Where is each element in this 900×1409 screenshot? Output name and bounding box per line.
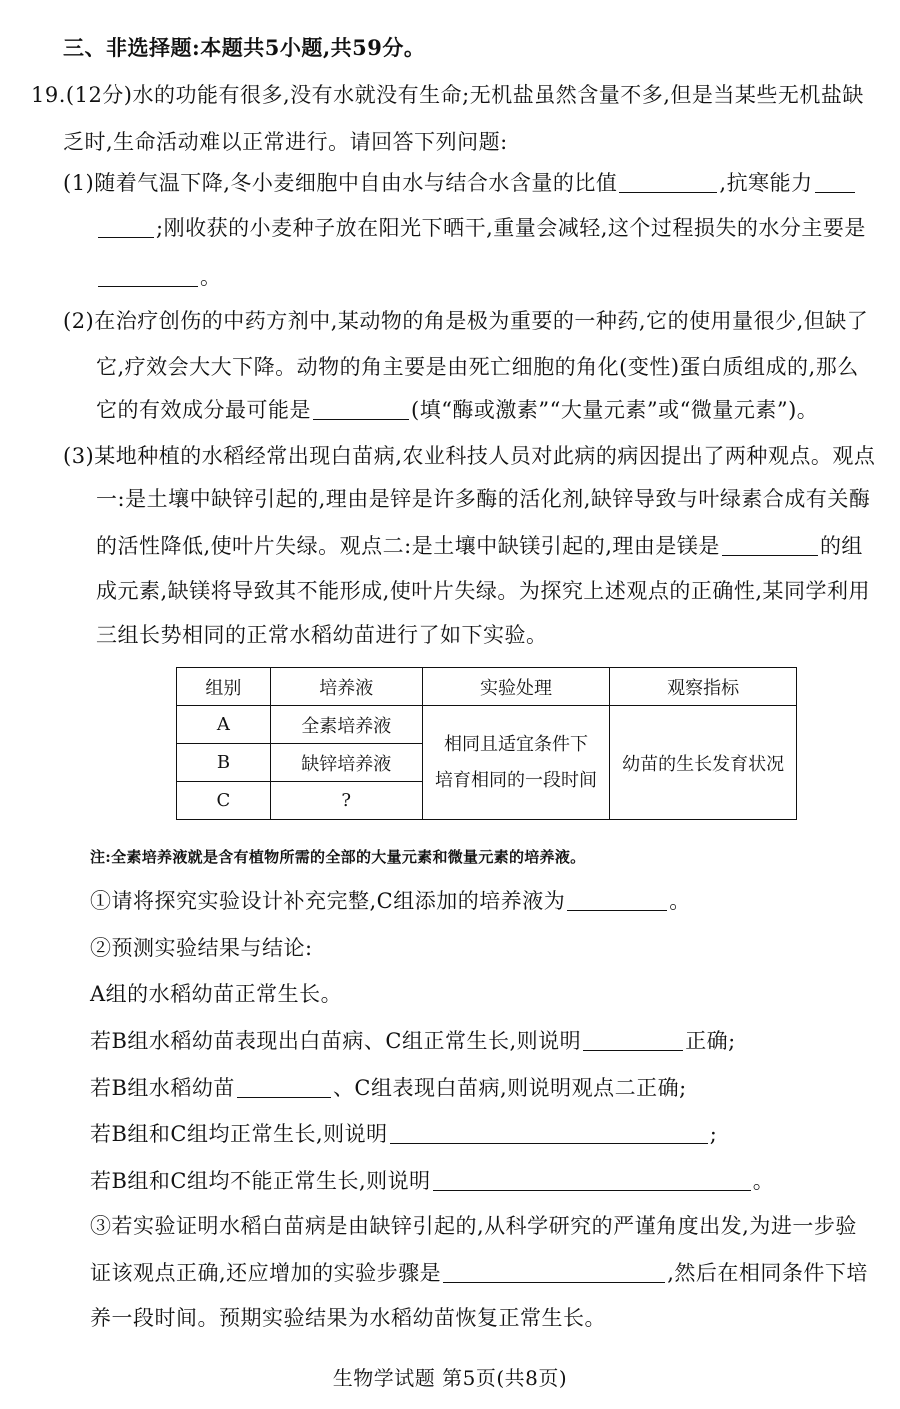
- q19-part2-line3: [96, 395, 818, 425]
- sub2-result-d: [90, 1119, 717, 1149]
- sub2-result-a: A组的水稻幼苗正常生长。: [90, 982, 343, 1006]
- sub2-text: ;: [709, 1122, 718, 1146]
- sub2-text: 若B组水稻幼苗表现出白苗病、C组正常生长,则说明: [90, 1029, 582, 1053]
- table-cell-medium: ?: [270, 782, 422, 820]
- page-footer: 生物学试题 第5页(共8页): [332, 1366, 568, 1390]
- sub3-line1: ③若实验证明水稻白苗病是由缺锌引起的,从科学研究的严谨角度出发,为进一步验: [90, 1214, 857, 1238]
- table-header-cell: 观察指标: [610, 668, 797, 706]
- q19-part3-line2: 一:是土壤中缺锌引起的,理由是锌是许多酶的活化剂,缺锌导致与叶绿素合成有关酶: [96, 487, 871, 511]
- q19-part3-line1: (3)某地种植的水稻经常出现白苗病,农业科技人员对此病的病因提出了两种观点。观点: [63, 444, 876, 468]
- answer-blank[interactable]: [433, 1168, 751, 1191]
- q19-part1-line1: [63, 168, 857, 198]
- treatment-line: 培育相同的一段时间: [434, 769, 597, 791]
- sub3-text: 证该观点正确,还应增加的实验步骤是: [90, 1261, 442, 1285]
- q19-part3-text: 的组: [819, 534, 863, 558]
- sub1-text: 。: [669, 889, 691, 913]
- table-cell-medium: 缺锌培养液: [270, 744, 422, 782]
- table-header-cell: 实验处理: [422, 668, 610, 706]
- sub3-line2: [90, 1258, 868, 1288]
- treatment-line: 相同且适宜条件下: [443, 733, 588, 755]
- answer-blank[interactable]: [313, 397, 409, 420]
- answer-blank[interactable]: [98, 215, 154, 238]
- table-cell-medium: 全素培养液: [270, 706, 422, 744]
- table-cell-indicator: 幼苗的生长发育状况: [610, 706, 797, 820]
- q19-part3-text: 的活性降低,使叶片失绿。观点二:是土壤中缺镁引起的,理由是镁是: [96, 534, 720, 558]
- q19-part2-line2: 它,疗效会大大下降。动物的角主要是由死亡细胞的角化(变性)蛋白质组成的,那么: [96, 355, 859, 379]
- q19-part2-text: 它的有效成分最可能是: [96, 398, 311, 422]
- sub3-line3: 养一段时间。预期实验结果为水稻幼苗恢复正常生长。: [90, 1306, 606, 1330]
- sub1-line: [90, 886, 691, 916]
- sub2-text: 若B组水稻幼苗: [90, 1076, 235, 1100]
- q19-part1-text: ,抗寒能力: [719, 171, 813, 195]
- table-note: 注:全素培养液就是含有植物所需的全部的大量元素和微量元素的培养液。: [90, 848, 586, 866]
- answer-blank[interactable]: [443, 1260, 665, 1283]
- sub1-text: ①请将探究实验设计补充完整,C组添加的培养液为: [90, 889, 566, 913]
- table-header-cell: 组别: [177, 668, 271, 706]
- q19-intro-line1: 19.(12分)水的功能有很多,没有水就没有生命;无机盐虽然含量不多,但是当某些无机盐缺: [31, 83, 864, 107]
- sub2-text: 若B组和C组均正常生长,则说明: [90, 1122, 388, 1146]
- sub2-text: 、C组表现白苗病,则说明观点二正确;: [332, 1076, 687, 1100]
- table-header-row: [177, 668, 797, 706]
- answer-blank[interactable]: [815, 170, 855, 193]
- sub2-result-e: [90, 1166, 774, 1196]
- answer-blank[interactable]: [567, 888, 667, 911]
- table-cell-group: B: [177, 744, 271, 782]
- table-cell-group: A: [177, 706, 271, 744]
- q19-part3-line5: 三组长势相同的正常水稻幼苗进行了如下实验。: [96, 623, 548, 647]
- sub2-text: 若B组和C组均不能正常生长,则说明: [90, 1169, 431, 1193]
- table-row: [177, 706, 797, 744]
- answer-blank[interactable]: [390, 1121, 708, 1144]
- answer-blank[interactable]: [98, 264, 198, 287]
- sub2-text: 。: [752, 1169, 775, 1193]
- answer-blank[interactable]: [583, 1028, 683, 1051]
- q19-part1-text: (1)随着气温下降,冬小麦细胞中自由水与结合水含量的比值: [63, 171, 618, 195]
- q19-part3-line4: 成元素,缺镁将导致其不能形成,使叶片失绿。为探究上述观点的正确性,某同学利用: [96, 579, 871, 603]
- table-cell-treatment: [422, 706, 610, 820]
- q19-part3-line3: [96, 531, 863, 561]
- table-header-cell: 培养液: [270, 668, 422, 706]
- answer-blank[interactable]: [237, 1075, 331, 1098]
- experiment-table: [176, 667, 797, 820]
- q19-part1-line2: [96, 213, 866, 243]
- answer-blank[interactable]: [722, 533, 818, 556]
- sub2-result-c: [90, 1073, 687, 1103]
- section-header: 三、非选择题:本题共5小题,共59分。: [63, 35, 426, 60]
- q19-part1-text: ;刚收获的小麦种子放在阳光下晒干,重量会减轻,这个过程损失的水分主要是: [156, 216, 866, 240]
- table-cell-group: C: [177, 782, 271, 820]
- q19-part1-line3: [96, 262, 222, 292]
- q19-intro-line2: 乏时,生命活动难以正常进行。请回答下列问题:: [63, 130, 508, 154]
- sub2-text: 正确;: [685, 1029, 736, 1053]
- sub2-heading: ②预测实验结果与结论:: [90, 936, 313, 960]
- q19-part2-line1: (2)在治疗创伤的中药方剂中,某动物的角是极为重要的一种药,它的使用量很少,但缺了: [63, 309, 869, 333]
- answer-blank[interactable]: [619, 170, 717, 193]
- q19-part2-text: (填“酶或激素”“大量元素”或“微量元素”)。: [411, 398, 819, 422]
- sub3-text: ,然后在相同条件下培: [667, 1261, 868, 1285]
- q19-part1-text: 。: [200, 265, 222, 289]
- sub2-result-b: [90, 1026, 736, 1056]
